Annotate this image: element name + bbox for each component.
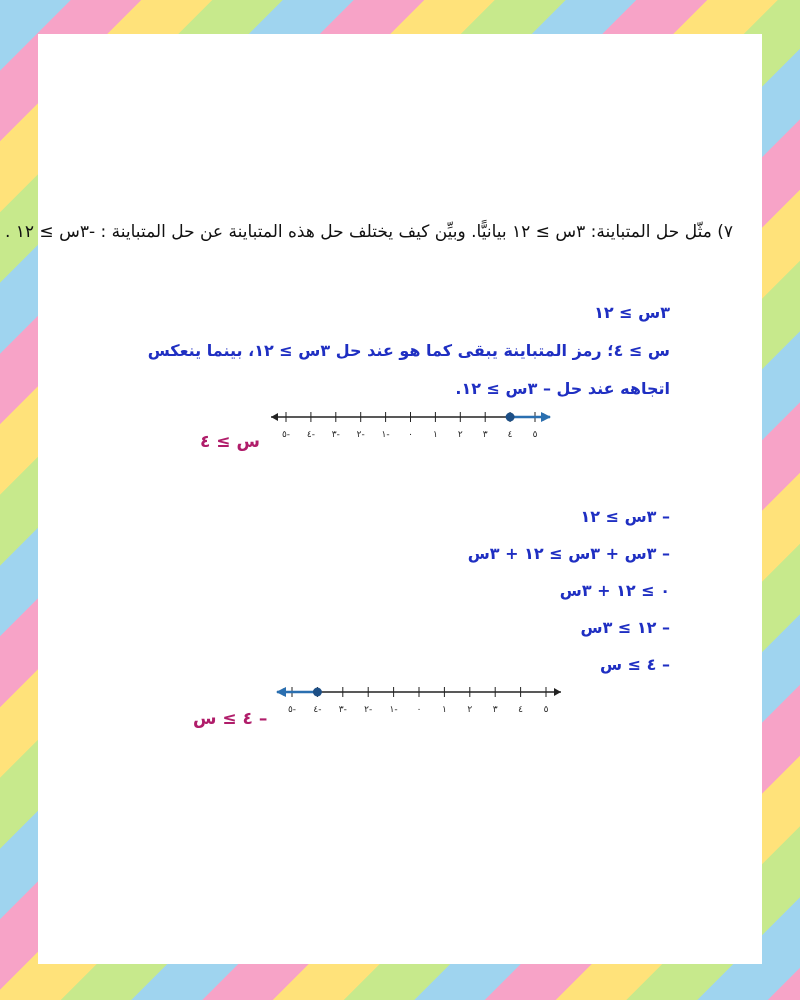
nl2-tick-label-1: ٤- xyxy=(313,705,322,715)
nl2-tick-label-3: ٢- xyxy=(364,705,373,715)
part1-line-1: ٣س ≥ ١٢ xyxy=(594,303,670,322)
nl1-arrow-left-icon xyxy=(271,413,278,421)
part1-line-3: اتجاهه عند حل – ٣س ≥ ١٢. xyxy=(455,379,670,398)
nl2-tick-label-8: ٣ xyxy=(492,705,498,715)
nl2-tick-label-2: ٣- xyxy=(338,705,347,715)
nl1-tick-label-5: ٠ xyxy=(408,430,413,440)
nl2-solution-arrow-icon xyxy=(276,687,286,697)
nl2-tick-label-4: ١- xyxy=(389,705,398,715)
nl1-tick-label-8: ٣ xyxy=(482,430,488,440)
part2-result: – ٤ ≥ س xyxy=(193,709,268,729)
nl1-tick-label-4: ١- xyxy=(381,430,390,440)
part2-line-1: – ٣س ≥ ١٢ xyxy=(580,507,670,526)
nl2-tick-label-5: ٠ xyxy=(416,705,422,715)
nl1-tick-label-10: ٥ xyxy=(532,430,538,440)
nl2-arrow-right-icon xyxy=(554,688,561,696)
nl2-tick-label-10: ٥ xyxy=(543,705,549,715)
nl2-tick-label-6: ١ xyxy=(441,705,447,715)
nl1-tick-label-7: ٢ xyxy=(457,430,463,440)
nl1-tick-label-1: ٤- xyxy=(306,430,315,440)
nl2-tick-label-0: ٥- xyxy=(287,705,297,715)
part1-result: س ≥ ٤ xyxy=(200,432,260,452)
nl2-tick-label-9: ٤ xyxy=(518,705,524,715)
nl1-tick-label-6: ١ xyxy=(432,430,438,440)
nl1-closed-point xyxy=(506,413,515,422)
nl1-solution-arrow-icon xyxy=(541,412,551,422)
worksheet-card xyxy=(4,34,762,964)
part2-line-3: ٠ ≥ ١٢ + ٣س xyxy=(559,581,670,600)
question-text: ٧) مثّل حل المتباينة: ٣س ≥ ١٢ بيانيًّا. وبيِّن كيف يختلف حل هذه المتباينة عن حل المتباينة : -٣س ≥ ١٢ . xyxy=(4,222,733,242)
nl1-tick-label-0: ٥- xyxy=(281,430,291,440)
part1-line-2: س ≥ ٤؛ رمز المتباينة يبقى كما هو عند حل ٣س ≥ ١٢، بينما ينعكس xyxy=(147,341,670,360)
nl2-tick-label-7: ٢ xyxy=(467,705,473,715)
part2-line-2: – ٣س + ٣س ≥ ١٢ + ٣س xyxy=(467,544,670,563)
number-line-1 xyxy=(268,405,553,445)
nl1-tick-label-3: ٢- xyxy=(356,430,365,440)
part2-line-5: – ٤ ≥ س xyxy=(600,655,670,674)
part2-line-4: – ١٢ ≥ ٣س xyxy=(580,618,670,637)
nl1-tick-label-2: ٣- xyxy=(331,430,340,440)
number-line-2 xyxy=(274,680,564,720)
nl2-closed-point xyxy=(313,688,322,697)
nl1-tick-label-9: ٤ xyxy=(507,430,513,440)
